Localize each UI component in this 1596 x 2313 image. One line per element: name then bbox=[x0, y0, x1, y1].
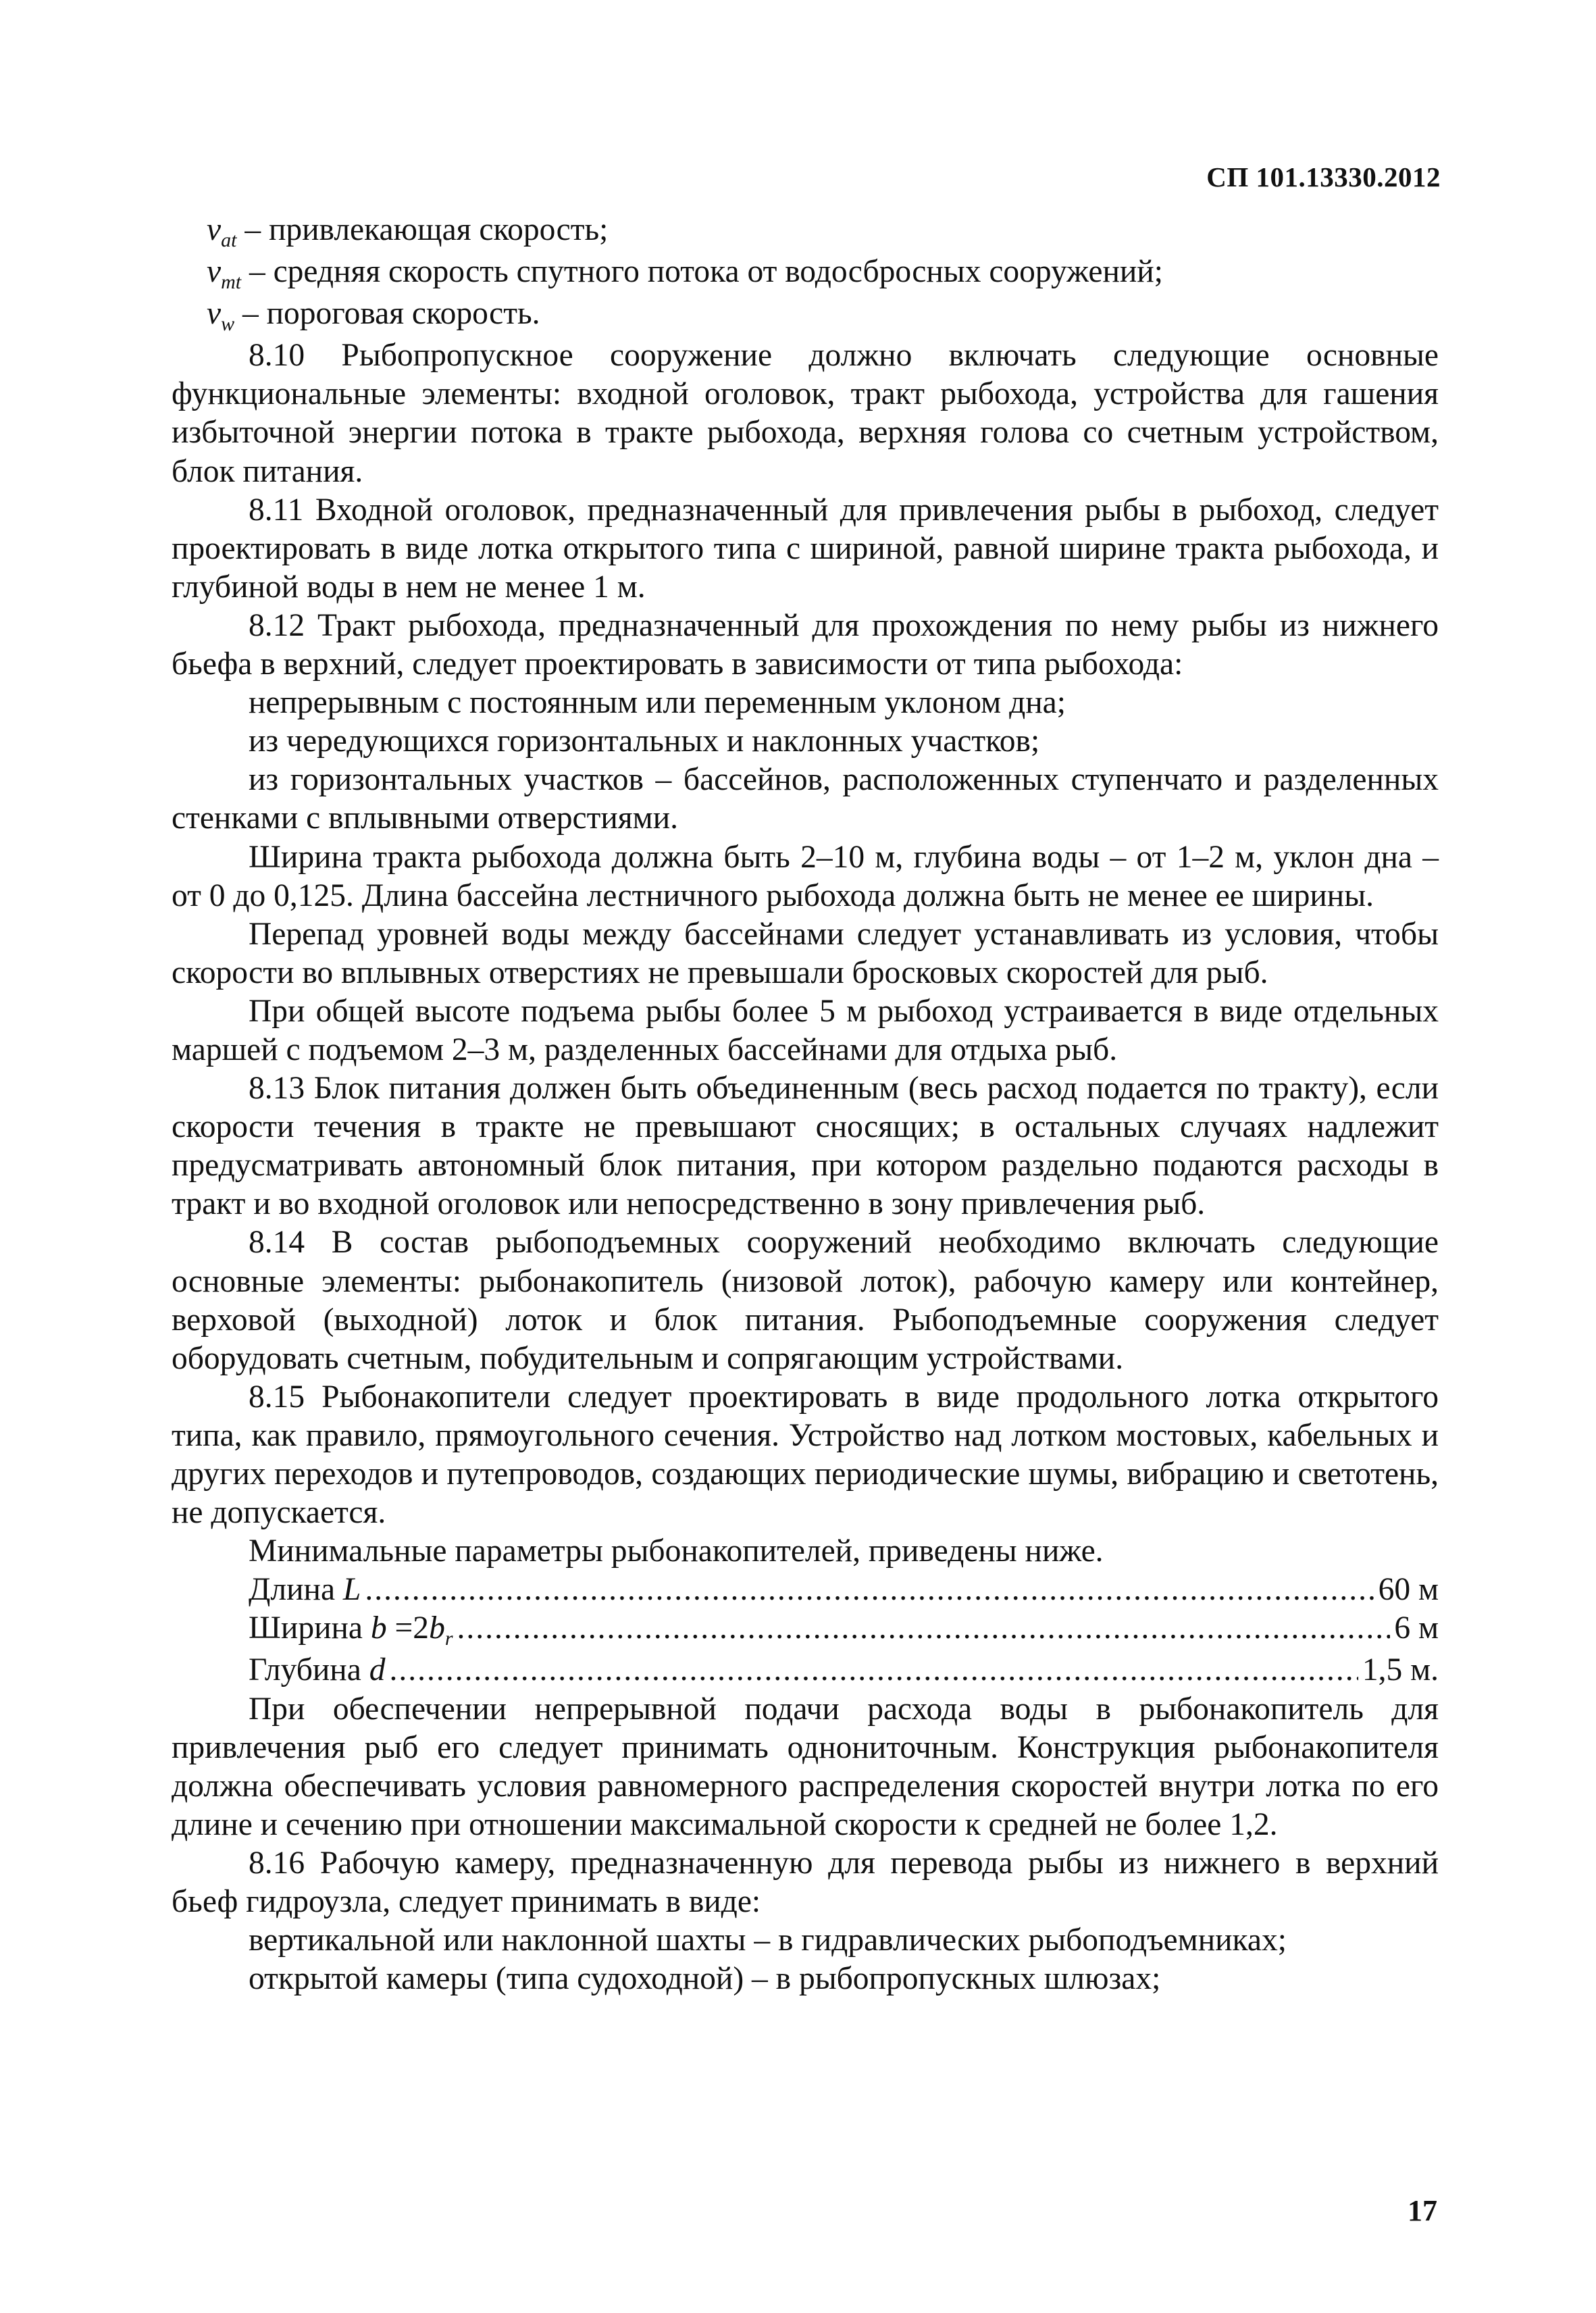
clause-8-12: 8.12 Тракт рыбохода, предназначенный для прохождения по нему рыбы из нижнего бьефа в верхний, следует проектировать в зависимости от типа рыбохода: bbox=[172, 607, 1439, 682]
paragraph: Минимальные параметры рыбонакопителей, приведены ниже. bbox=[249, 1533, 1104, 1569]
dimension-value: 60 м bbox=[1378, 1572, 1439, 1608]
dimension-row-length bbox=[172, 1571, 1439, 1609]
dimension-value: 1,5 м. bbox=[1362, 1652, 1439, 1688]
symbol-definition bbox=[172, 211, 1439, 253]
page-number: 17 bbox=[1408, 2194, 1437, 2227]
symbol-description: – средняя скорость спутного потока от водосбросных сооружений; bbox=[241, 254, 1163, 290]
document-code-header: СП 101.13330.2012 bbox=[1206, 161, 1441, 193]
symbol-description: – привлекающая скорость; bbox=[236, 212, 609, 247]
dimension-label: Ширина $b =2b_r$ bbox=[249, 1610, 453, 1650]
dimension-row-width bbox=[172, 1609, 1439, 1651]
symbol-subscript: mt bbox=[221, 271, 242, 294]
clause-8-11: 8.11 Входной оголовок, предназначенный для привлечения рыбы в рыбоход, следует проектировать в виде лотка открытого типа с шириной, равной ширине тракта рыбохода, и глубиной воды в нем не менее 1 м. bbox=[172, 492, 1439, 605]
symbol-definition bbox=[172, 253, 1439, 295]
clause-8-10: 8.10 Рыбопропускное сооружение должно включать следующие основные функциональные элементы: входной оголовок, тракт рыбохода, устройства для гашения избыточной энергии потока в тракте рыбохода, верхняя голова со счетным устройством, блок питания. bbox=[172, 338, 1439, 489]
list-item: вертикальной или наклонной шахты – в гидравлических рыбоподъемниках; bbox=[249, 1923, 1287, 1958]
paragraph: При обеспечении непрерывной подачи расхода воды в рыбонакопитель для привлечения рыб его следует принимать однониточным. Конструкция рыбонакопителя должна обеспечивать условия равномерного распределения скоростей внутри лотка по его длине и сечению при отношении максимальной скорости к средней не более 1,2. bbox=[172, 1691, 1439, 1842]
symbol-subscript: at bbox=[221, 229, 237, 251]
list-item: открытой камеры (типа судоходной) – в рыбопропускных шлюзах; bbox=[249, 1961, 1161, 1997]
dimension-label: Длина L bbox=[249, 1572, 361, 1608]
clause-8-14: 8.14 В состав рыбоподъемных сооружений необходимо включать следующие основные элементы: рыбонакопитель (низовой лоток), рабочую камеру или контейнер, верховой (выходной) лоток и блок питания. Рыбоподъемные сооружения следует оборудовать счетным, побудительным и сопрягающим устройствами. bbox=[172, 1225, 1439, 1376]
symbol-description: – пороговая скорость. bbox=[234, 296, 540, 332]
dot-leader bbox=[389, 1651, 1358, 1689]
list-item: из чередующихся горизонтальных и наклонных участков; bbox=[249, 723, 1040, 759]
dimension-value: 6 м bbox=[1394, 1610, 1439, 1646]
document-body bbox=[172, 211, 1439, 1998]
paragraph: Перепад уровней воды между бассейнами следует устанавливать из условия, чтобы скорости во вплывных отверстиях не превышали бросковых скоростей для рыб. bbox=[172, 916, 1439, 990]
symbol-letter: v bbox=[207, 296, 222, 332]
symbol-subscript: w bbox=[221, 313, 235, 336]
paragraph: Ширина тракта рыбохода должна быть 2–10 м, глубина воды – от 1–2 м, уклон дна – от 0 до 0,125. Длина бассейна лестничного рыбохода должна быть не менее ее ширины. bbox=[172, 839, 1439, 913]
clause-8-15: 8.15 Рыбонакопители следует проектировать в виде продольного лотка открытого типа, как правило, прямоугольного сечения. Устройство над лотком мостовых, кабельных и других переходов и путепроводов, создающих периодические шумы, вибрацию и светотень, не допускается. bbox=[172, 1379, 1439, 1531]
clause-8-16: 8.16 Рабочую камеру, предназначенную для перевода рыбы из нижнего в верхний бьеф гидроузла, следует принимать в виде: bbox=[172, 1845, 1439, 1920]
paragraph: При общей высоте подъема рыбы более 5 м рыбоход устраивается в виде отдельных маршей с подъемом 2–3 м, разделенных бассейнами для отдыха рыб. bbox=[172, 993, 1439, 1067]
symbol-definition bbox=[172, 295, 1439, 336]
symbol-letter: v bbox=[207, 254, 222, 290]
dimension-label: Глубина d bbox=[249, 1652, 386, 1688]
symbol-letter: v bbox=[207, 212, 222, 247]
dimension-row-depth bbox=[172, 1651, 1439, 1689]
list-item: непрерывным с постоянным или переменным уклоном дна; bbox=[249, 685, 1066, 721]
list-item: из горизонтальных участков – бассейнов, расположенных ступенчато и разделенных стенками с вплывными отверстиями. bbox=[172, 762, 1439, 836]
dot-leader bbox=[365, 1571, 1374, 1609]
clause-8-13: 8.13 Блок питания должен быть объединенным (весь расход подается по тракту), если скорости течения в тракте не превышают сносящих; в остальных случаях надлежит предусматривать автономный блок питания, при котором раздельно подаются расходы в тракт и во входной оголовок или непосредственно в зону привлечения рыб. bbox=[172, 1071, 1439, 1222]
dot-leader bbox=[457, 1609, 1391, 1648]
